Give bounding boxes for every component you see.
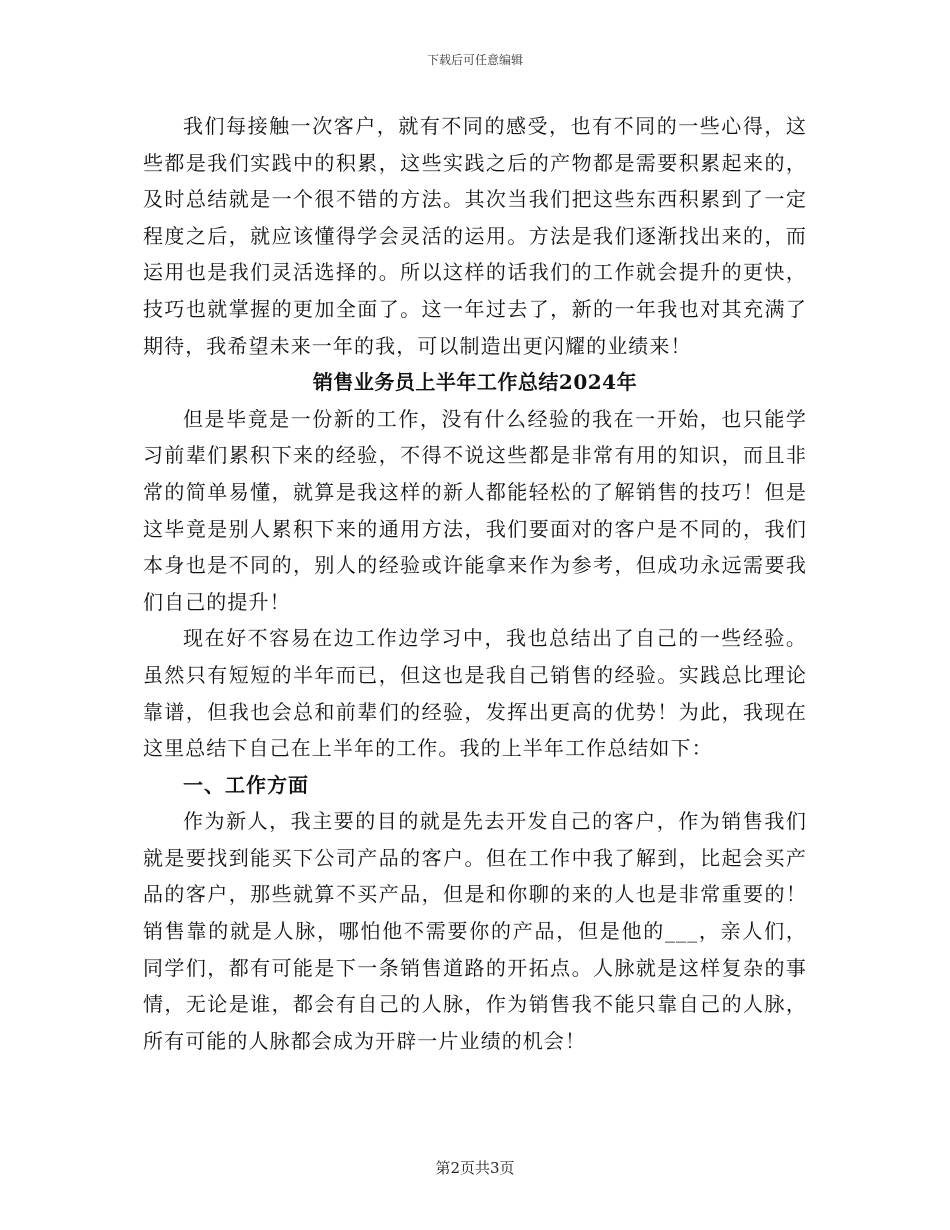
page-number: 第2页共3页 — [435, 1159, 515, 1177]
document-title: 销售业务员上半年工作总结2024年 — [312, 370, 638, 395]
document-body — [143, 108, 807, 1059]
intro-paragraph: 我们每接触一次客户，就有不同的感受，也有不同的一些心得，这些都是我们实践中的积累，这些实践之后的产物都是需要积累起来的，及时总结就是一个很不错的方法。其次当我们把这些东西积累到了一定程度之后，就应该懂得学会灵活的运用。方法是我们逐渐找出来的，而运用也是我们灵活选择的。所以这样的话我们的工作就会提升的更快，技巧也就掌握的更加全面了。这一年过去了，新的一年我也对其充满了期待，我希望未来一年的我，可以制造出更闪耀的业绩来！ — [143, 114, 807, 358]
page-header-note: 下载后可任意编辑 — [426, 53, 523, 67]
section-heading-work: 一、工作方面 — [183, 772, 309, 797]
paragraph-1: 但是毕竟是一份新的工作，没有什么经验的我在一开始，也只能学习前辈们累积下来的经验，不得不说这些都是非常有用的知识，而且非常的简单易懂，就算是我这样的新人都能轻松的了解销售的技巧！但是这毕竟是别人累积下来的通用方法，我们要面对的客户是不同的，我们本身也是不同的，别人的经验或许能拿来作为参考，但成功永远需要我们自己的提升！ — [143, 406, 807, 614]
paragraph-3: 作为新人，我主要的目的就是先去开发自己的客户，作为销售我们就是要找到能买下公司产品的客户。但在工作中我了解到，比起会买产品的客户，那些就算不买产品，但是和你聊的来的人也是非常重要的！销售靠的就是人脉，哪怕他不需要你的产品，但是他的___，亲人们，同学们，都有可能是下一条销售道路的开拓点。人脉就是这样复杂的事情，无论是谁，都会有自己的人脉，作为销售我不能只靠自己的人脉，所有可能的人脉都会成为开辟一片业绩的机会！ — [143, 809, 807, 1053]
paragraph-2: 现在好不容易在边工作边学习中，我也总结出了自己的一些经验。虽然只有短短的半年而已，但这也是我自己销售的经验。实践总比理论靠谱，但我也会总和前辈们的经验，发挥出更高的优势！为此，我现在这里总结下自己在上半年的工作。我的上半年工作总结如下： — [143, 626, 807, 761]
